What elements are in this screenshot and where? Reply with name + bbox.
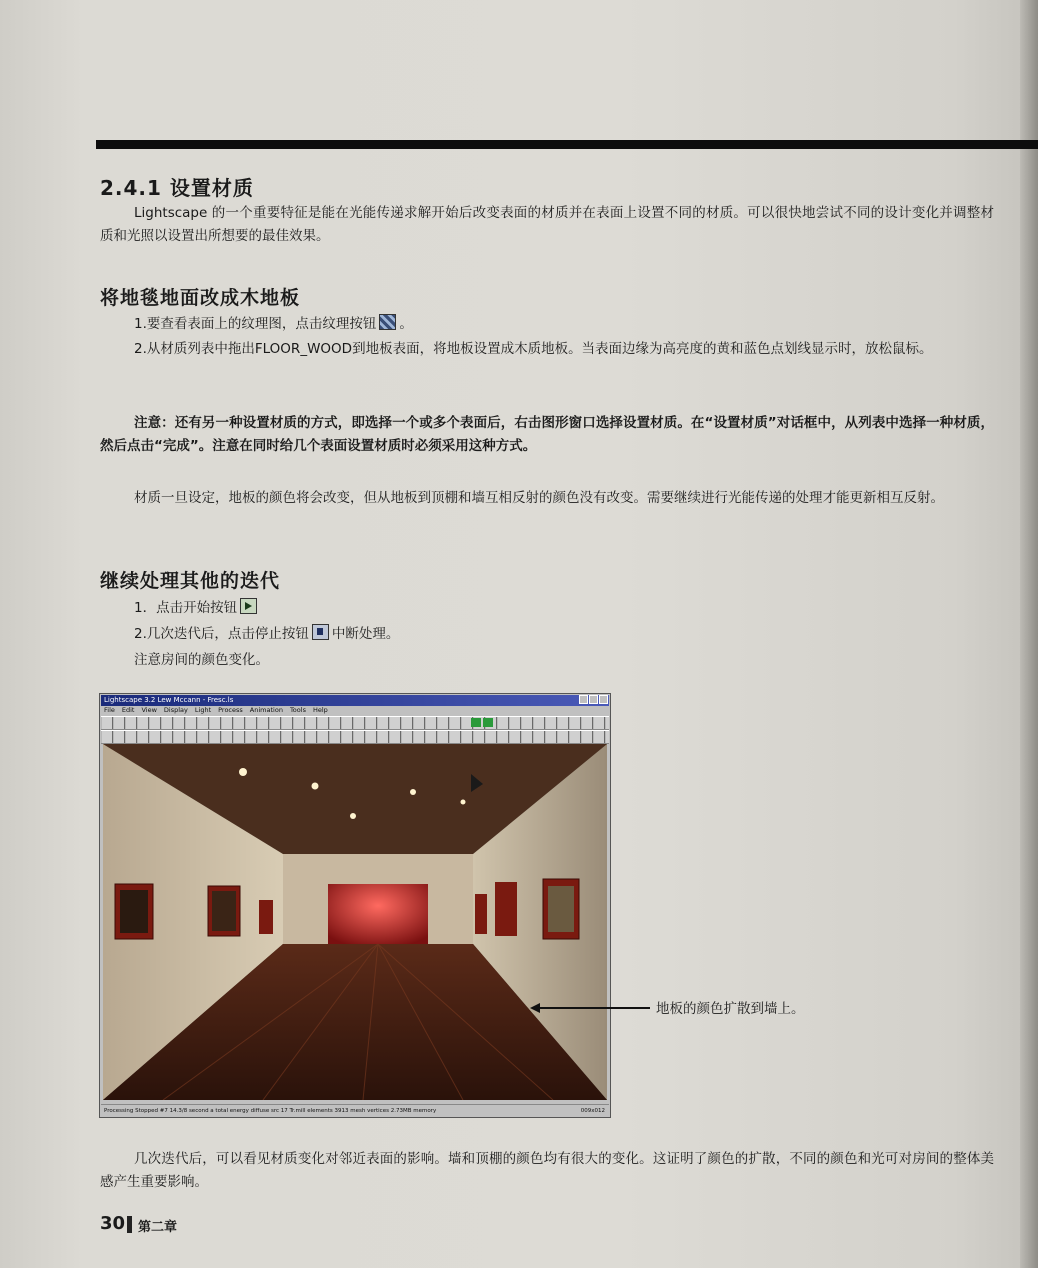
menu-view: View bbox=[141, 706, 157, 714]
page-number: 30 bbox=[100, 1213, 126, 1234]
part2-step1-text: 1．点击开始按钮 bbox=[134, 600, 238, 616]
render-viewport bbox=[103, 744, 607, 1100]
intro-paragraph: Lightscape 的一个重要特征是能在光能传递求解开始后改变表面的材质并在表面上设置不同的材质。可以很快地尝试不同的设计变化并调整材质和光照以设置出所想要的最佳效果。 bbox=[100, 205, 994, 244]
painting-left-2-canvas bbox=[212, 891, 236, 931]
stop-button-icon bbox=[312, 624, 329, 640]
part2-step3: 注意房间的颜色变化。 bbox=[134, 652, 269, 668]
menu-animation: Animation bbox=[249, 706, 283, 714]
painting-right-1-canvas bbox=[548, 886, 574, 932]
chapter-label: 第二章 bbox=[138, 1220, 178, 1235]
part2-step2 bbox=[134, 623, 399, 645]
screenshot-toolbar-1 bbox=[101, 716, 609, 730]
screenshot-menubar bbox=[101, 706, 609, 715]
screenshot-statusbar bbox=[101, 1104, 609, 1116]
minimize-icon bbox=[579, 695, 588, 704]
part1-step1-end: 。 bbox=[399, 316, 413, 332]
section-title: 2.4.1 设置材质 bbox=[100, 176, 254, 200]
menu-file: File bbox=[104, 706, 115, 714]
menu-display: Display bbox=[163, 706, 188, 714]
heading-continue-iterations: 继续处理其他的迭代 bbox=[100, 570, 281, 592]
menu-help: Help bbox=[312, 706, 328, 714]
screenshot-toolbar-2 bbox=[101, 730, 609, 744]
painting-right-3 bbox=[475, 894, 487, 934]
toolbar-green-icon bbox=[483, 718, 493, 727]
header-rule bbox=[96, 140, 1038, 149]
screenshot-window-buttons bbox=[579, 695, 608, 704]
lightscape-screenshot bbox=[99, 693, 611, 1118]
closing-paragraph: 几次迭代后，可以看见材质变化对邻近表面的影响。墙和顶棚的颜色均有很大的变化。这证明了颜色的扩散，不同的颜色和光可对房间的整体美感产生重要影响。 bbox=[100, 1151, 994, 1190]
material-paragraph: 材质一旦设定，地板的颜色将会改变，但从地板到顶棚和墙互相反射的颜色没有改变。需要继续进行光能传递的处理才能更新相互反射。 bbox=[134, 490, 944, 506]
painting-left-1-canvas bbox=[120, 890, 148, 933]
red-back-panel bbox=[328, 884, 428, 946]
maximize-icon bbox=[589, 695, 598, 704]
toolbar-green-icon bbox=[471, 718, 481, 727]
status-text: Processing Stopped #7 14.3/8 second a total energy diffuse src 17 Tr.mill elements 3913 mesh vertices 2.73MB memory bbox=[104, 1108, 437, 1114]
screenshot-title: Lightscape 3.2 Lew Mccann - Fresc.ls bbox=[104, 696, 234, 704]
footer-divider bbox=[127, 1216, 132, 1233]
gallery-render bbox=[103, 744, 607, 1100]
close-icon bbox=[599, 695, 608, 704]
part2-step1 bbox=[134, 597, 260, 619]
menu-edit: Edit bbox=[121, 706, 135, 714]
status-frame: 009x012 bbox=[580, 1108, 605, 1114]
note-paragraph: 注意：还有另一种设置材质的方式，即选择一个或多个表面后，右击图形窗口选择设置材质。在“设置材质”对话框中，从列表中选择一种材质，然后点击“完成”。注意在同时给几个表面设置材质时必须采用这种方式。 bbox=[100, 415, 994, 454]
callout-arrow-line bbox=[538, 1007, 650, 1009]
arrow-left-icon bbox=[530, 1003, 540, 1013]
painting-left-3 bbox=[259, 900, 273, 934]
texture-button-icon bbox=[379, 314, 396, 330]
menu-tools: Tools bbox=[289, 706, 306, 714]
painting-right-2 bbox=[495, 882, 517, 936]
part1-step2: 2.从材质列表中拖出FLOOR_WOOD到地板表面，将地板设置成木质地板。当表面边缘为高亮度的黄和蓝色点划线显示时，放松鼠标。 bbox=[134, 341, 933, 357]
part2-step2-text: 2.几次迭代后，点击停止按钮 bbox=[134, 626, 309, 642]
part2-step2-end: 中断处理。 bbox=[331, 626, 400, 642]
menu-light: Light bbox=[194, 706, 212, 714]
book-spine-shadow bbox=[1020, 0, 1038, 1268]
part1-step1 bbox=[134, 313, 413, 335]
callout-text: 地板的颜色扩散到墙上。 bbox=[656, 1001, 805, 1017]
screenshot-titlebar bbox=[101, 695, 609, 706]
start-button-icon bbox=[240, 598, 257, 614]
menu-process: Process bbox=[218, 706, 243, 714]
heading-carpet-to-wood: 将地毯地面改成木地板 bbox=[100, 287, 301, 309]
part1-step1-text: 1.要查看表面上的纹理图，点击纹理按钮 bbox=[134, 316, 377, 332]
